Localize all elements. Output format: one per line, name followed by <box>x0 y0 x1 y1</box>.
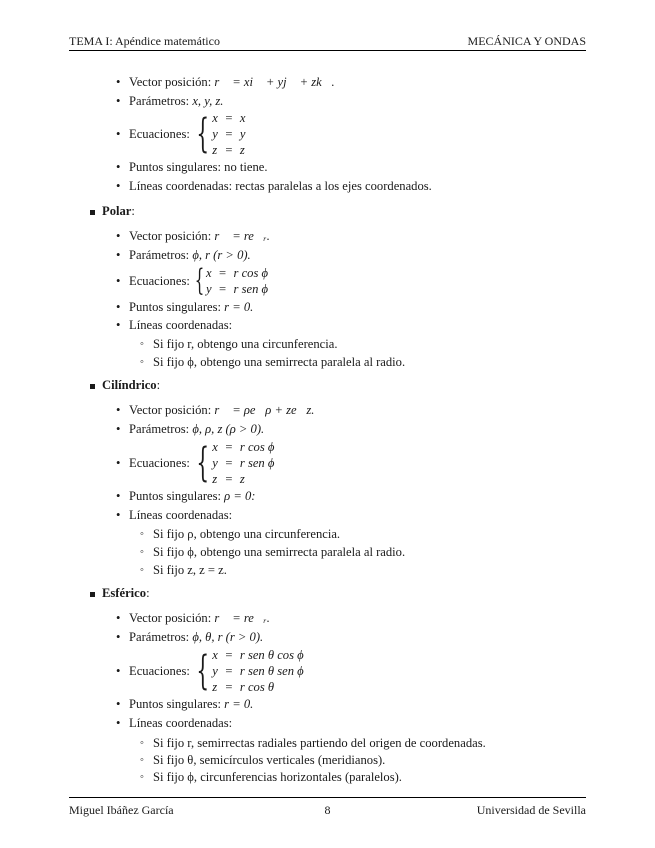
esf-vector: • Vector posición: r⃗ = re⃗ᵣ. <box>129 611 270 625</box>
left-brace: { <box>196 440 209 486</box>
cil-singular: • Puntos singulares: ρ = 0: <box>129 489 256 503</box>
footer-author: Miguel Ibáñez García <box>69 803 174 817</box>
cil-params: • Parámetros: ϕ, ρ, z (ρ > 0). <box>129 422 264 436</box>
esf-params: • Parámetros: ϕ, θ, r (r > 0). <box>129 630 263 644</box>
cil-lines: • Líneas coordenadas: <box>129 508 232 522</box>
cart-vector: • Vector posición: r⃗ = xi⃗ + yj⃗ + zk⃗. <box>129 75 335 89</box>
cil-eq-grid: x = r cos ϕ y = r sen ϕ z = z <box>212 440 275 486</box>
polar-eq-grid: x = r cos ϕ y = r sen ϕ <box>205 266 269 296</box>
section-polar: Polar: <box>102 204 135 218</box>
left-brace: { <box>196 111 209 157</box>
esf-singular: • Puntos singulares: r = 0. <box>129 697 253 711</box>
cil-sub-1: ◦ Si fijo ρ, obtengo una circunferencia. <box>153 527 340 541</box>
cart-equations: • Ecuaciones: { x = x y = y z = z <box>129 111 245 157</box>
esf-sub-1: ◦ Si fijo r, semirrectas radiales partiendo del origen de coordenadas. <box>153 736 486 750</box>
header-left: TEMA I: Apéndice matemático <box>69 34 220 48</box>
polar-sub-1: ◦ Si fijo r, obtengo una circunferencia. <box>153 337 338 351</box>
section-bullet <box>90 384 95 389</box>
header-right: MECÁNICA Y ONDAS <box>467 34 586 48</box>
esf-equations: • Ecuaciones: { x = r sen θ cos ϕ y = r sen θ sen ϕ z = r cos θ <box>129 648 304 694</box>
polar-vector: • Vector posición: r⃗ = re⃗ᵣ. <box>129 229 270 243</box>
cart-vector-formula: r⃗ = xi⃗ + yj⃗ + zk⃗. <box>214 75 335 89</box>
page-header <box>69 34 586 51</box>
page-number: 8 <box>324 803 331 817</box>
cil-sub-3: ◦ Si fijo z, z = z. <box>153 563 227 577</box>
cart-eq-grid: x = x y = y z = z <box>212 111 246 157</box>
polar-params: • Parámetros: ϕ, r (r > 0). <box>129 248 251 262</box>
esf-eq-grid: x = r sen θ cos ϕ y = r sen θ sen ϕ z = r cos θ <box>212 648 304 694</box>
footer-institution: Universidad de Sevilla <box>476 803 586 817</box>
cart-params: • Parámetros: x, y, z. <box>129 94 223 108</box>
cil-sub-2: ◦ Si fijo ϕ, obtengo una semirrecta paralela al radio. <box>153 545 405 559</box>
left-brace: { <box>196 648 209 694</box>
polar-singular: • Puntos singulares: r = 0. <box>129 300 253 314</box>
esf-sub-2: ◦ Si fijo θ, semicírculos verticales (meridianos). <box>153 753 385 767</box>
section-bullet <box>90 210 95 215</box>
section-cilindrico: Cilíndrico: <box>102 378 161 392</box>
section-esferico: Esférico: <box>102 586 150 600</box>
cil-vector: • Vector posición: r⃗ = ρe⃗ρ + ze⃗z. <box>129 403 314 417</box>
page-footer <box>69 797 586 820</box>
cil-equations: • Ecuaciones: { x = r cos ϕ y = r sen ϕ z = z <box>129 440 274 486</box>
polar-lines: • Líneas coordenadas: <box>129 318 232 332</box>
section-bullet <box>90 592 95 597</box>
polar-equations: • Ecuaciones: { x = r cos ϕ y = r sen ϕ <box>129 266 268 296</box>
polar-sub-2: ◦ Si fijo ϕ, obtengo una semirrecta paralela al radio. <box>153 355 405 369</box>
left-brace: { <box>194 263 205 298</box>
esf-sub-3: ◦ Si fijo ϕ, circunferencias horizontales (paralelos). <box>153 770 402 784</box>
cart-lines: • Líneas coordenadas: rectas paralelas a los ejes coordenados. <box>129 179 432 193</box>
cart-singular: • Puntos singulares: no tiene. <box>129 160 268 174</box>
esf-lines: • Líneas coordenadas: <box>129 716 232 730</box>
